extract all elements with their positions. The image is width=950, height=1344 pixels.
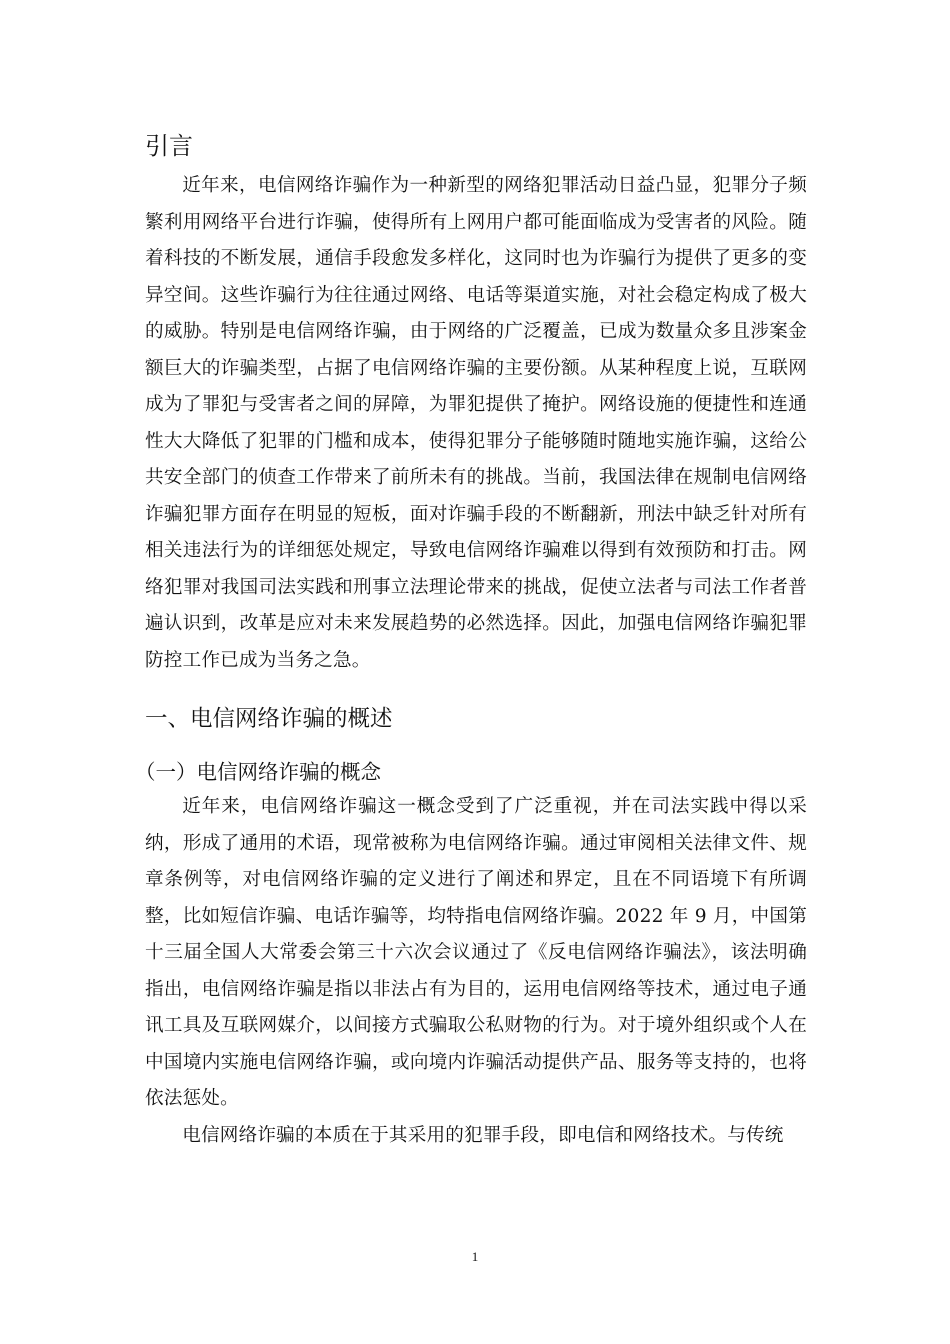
body-paragraph: 电信网络诈骗的本质在于其采用的犯罪手段，即电信和网络技术。与传统: [182, 1124, 784, 1146]
intro-title: 引言: [145, 132, 193, 160]
document-body: [135, 130, 807, 1154]
subsection-heading: （一）电信网络诈骗的概念: [135, 760, 381, 784]
section-heading: 一、电信网络诈骗的概述: [145, 706, 393, 732]
intro-paragraph: 近年来，电信网络诈骗作为一种新型的网络犯罪活动日益凸显，犯罪分子频繁利用网络平台进行诈骗，使得所有上网用户都可能面临成为受害者的风险。随着科技的不断发展，通信手段愈发多样化，这同时也为诈骗行为提供了更多的变异空间。这些诈骗行为往往通过网络、电话等渠道实施，对社会稳定构成了极大的威胁。特别是电信网络诈骗，由于网络的广泛覆盖，已成为数量众多且涉案金额巨大的诈骗类型，占据了电信网络诈骗的主要份额。从某种程度上说，互联网成为了罪犯与受害者之间的屏障，为罪犯提供了掩护。网络设施的便捷性和连通性大大降低了犯罪的门槛和成本，使得犯罪分子能够随时随地实施诈骗，这给公共安全部门的侦查工作带来了前所未有的挑战。当前，我国法律在规制电信网络诈骗犯罪方面存在明显的短板，面对诈骗手段的不断翻新，刑法中缺乏针对所有相关违法行为的详细惩处规定，导致电信网络诈骗难以得到有效预防和打击。网络犯罪对我国司法实践和刑事立法理论带来的挑战，促使立法者与司法工作者普遍认识到，改革是应对未来发展趋势的必然选择。因此，加强电信网络诈骗犯罪防控工作已成为当务之急。: [145, 175, 807, 671]
page-number: 1: [471, 1249, 479, 1264]
body-paragraph: 近年来，电信网络诈骗这一概念受到了广泛重视，并在司法实践中得以采纳，形成了通用的术语，现常被称为电信网络诈骗。通过审阅相关法律文件、规章条例等，对电信网络诈骗的定义进行了阐述和界定，且在不同语境下有所调整，比如短信诈骗、电话诈骗等，均特指电信网络诈骗。2022 年 9 月，中国第十三届全国人大常委会第三十六次会议通过了《反电信网络诈骗法》，该法明确指出，电信网络诈骗是指以非法占有为目的，运用电信网络等技术，通过电子通讯工具及互联网媒介，以间接方式骗取公私财物的行为。对于境外组织或个人在中国境内实施电信网络诈骗，或向境内诈骗活动提供产品、服务等支持的，也将依法惩处。: [145, 796, 807, 1109]
